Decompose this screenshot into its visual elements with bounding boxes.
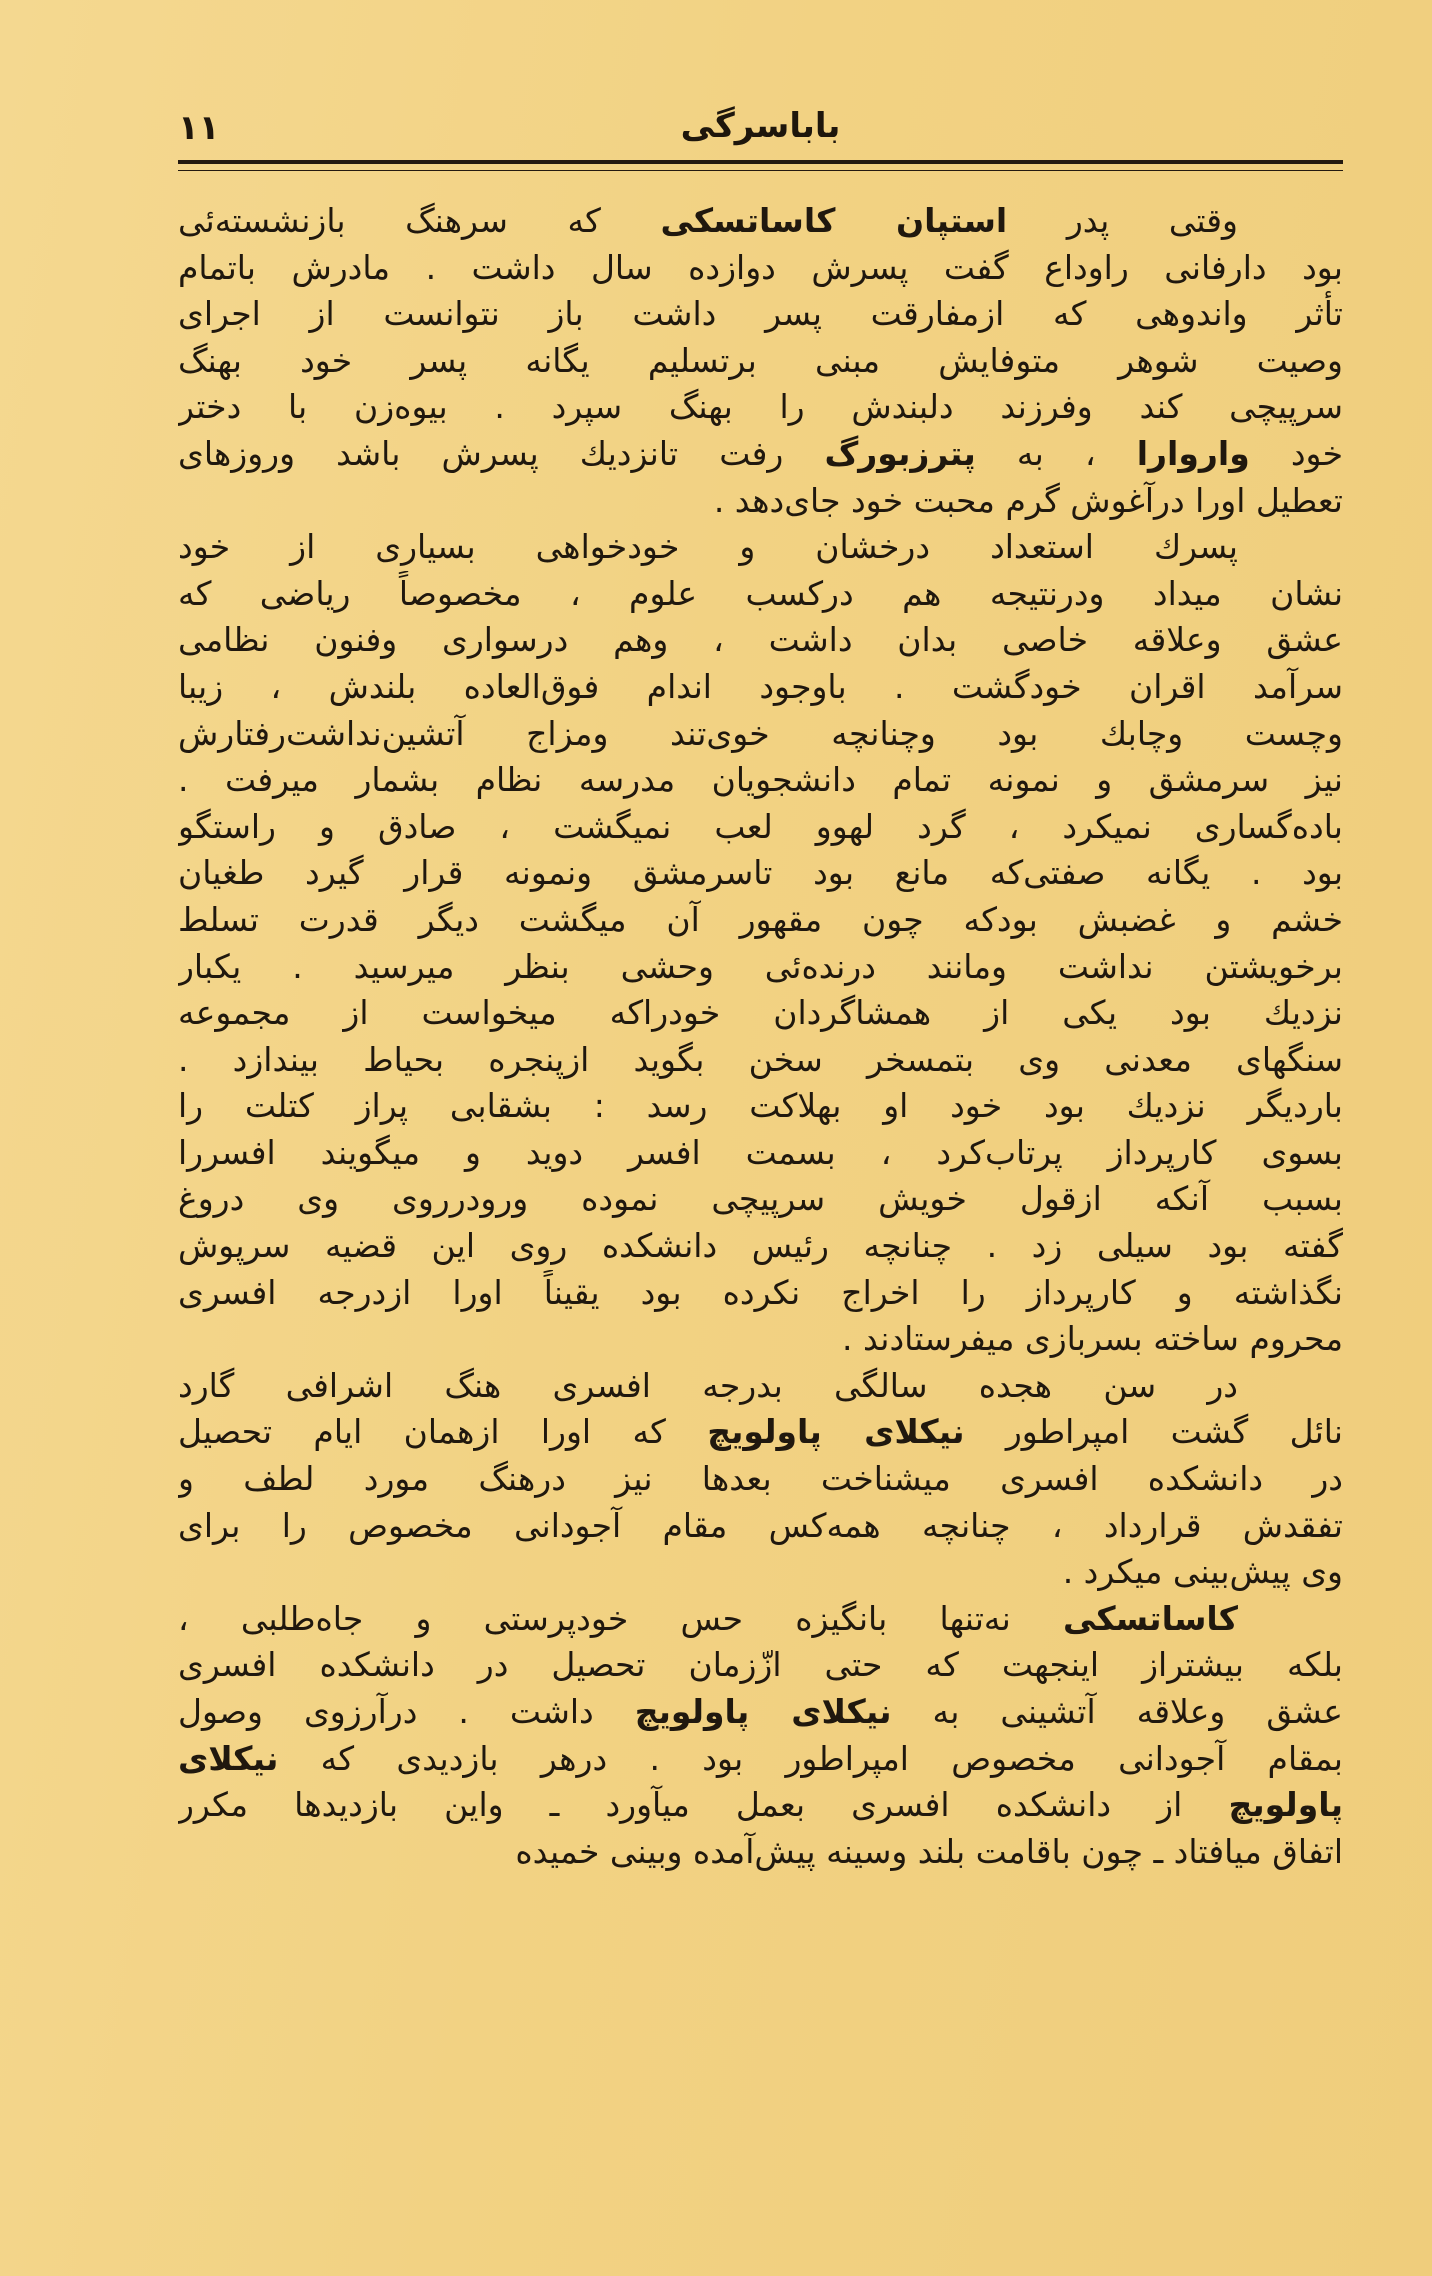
- page-header: [178, 100, 1343, 160]
- text-run: سنگهای معدنی وی بتمسخر سخن بگوید ازپنجره بحیاط بیندازد .: [178, 1039, 1343, 1079]
- text-run: رفت تانزدیك پسرش باشد وروزهای: [178, 433, 825, 473]
- bold-name: پاولویچ: [1228, 1785, 1343, 1825]
- text-line: [178, 664, 1343, 711]
- text-run: وی پیش‌بینی میکرد .: [1062, 1552, 1343, 1592]
- text-run: در دانشکده افسری میشناخت بعدها نیز درهنگ مورد لطف و: [178, 1459, 1343, 1499]
- text-run: که سرهنگ بازنشسته‌ئی: [178, 201, 661, 240]
- text-run: تفقدش قرارداد ، چنانچه همه‌کس مقام آجودانی مخصوص را برای: [178, 1505, 1343, 1545]
- text-run: بود . یگانه صفتی‌که مانع بود تاسرمشق ونمونه قرار گیرد طغیان: [178, 853, 1343, 893]
- text-run: وچست وچابك بود وچنانچه خوی‌تند ومزاج آتشین‌نداشت‌رفتارش: [178, 713, 1343, 753]
- paragraph: [178, 524, 1343, 1363]
- text-line: [178, 524, 1343, 571]
- text-run: ، به: [975, 433, 1137, 473]
- text-run: برخویشتن نداشت ومانند درنده‌ئی وحشی بنظر میرسید . یکبار: [178, 946, 1343, 986]
- text-run: وقتی پدر: [1007, 201, 1238, 240]
- text-run: باده‌گساری نمیکرد ، گرد لهوو لعب نمیگشت ، صادق و راستگو: [178, 806, 1343, 846]
- text-line: [178, 478, 1343, 525]
- text-line: [178, 804, 1343, 851]
- paragraph: [178, 1363, 1343, 1596]
- text-line: [178, 1642, 1343, 1689]
- paragraph: [178, 198, 1343, 524]
- text-run: سرپیچی کند وفرزند دلبندش را بهنگ سپرد . بیوه‌زن با دختر: [178, 387, 1343, 427]
- text-run: که اورا ازهمان ایام تحصیل: [178, 1412, 708, 1452]
- text-run: بود دارفانی راوداع گفت پسرش دوازده سال داشت . مادرش باتمام: [178, 247, 1343, 287]
- text-line: [178, 571, 1343, 618]
- text-line: [178, 384, 1343, 431]
- text-run: نگذاشته و کارپرداز را اخراج نکرده بود یقیناً اورا ازدرجه افسری: [178, 1272, 1343, 1312]
- text-run: خشم و غضبش بودکه چون مقهور آن میگشت دیگر قدرت تسلط: [178, 899, 1343, 939]
- text-run: نه‌تنها بانگیزه حس خودپرستی و جاه‌طلبی ،: [178, 1598, 1064, 1638]
- header-rule-thick: [178, 160, 1343, 164]
- bold-name: کاساتسکی: [1063, 1598, 1238, 1638]
- text-run: بمقام آجودانی مخصوص امپراطور بود . درهر بازدیدی که: [278, 1738, 1343, 1778]
- text-line: [178, 757, 1343, 804]
- text-line: [178, 198, 1343, 245]
- text-line: [178, 944, 1343, 991]
- text-run: اتفاق میافتاد ـ چون باقامت بلند وسینه پیش‌آمده وبینی خمیده: [515, 1831, 1343, 1871]
- text-run: تعطیل اورا درآغوش گرم محبت خود جای‌دهد .: [713, 480, 1343, 520]
- text-run: بسوی کارپرداز پرتاب‌کرد ، بسمت افسر دوید و میگویند افسررا: [178, 1132, 1343, 1172]
- text-run: بلکه بیشتراز اینجهت که حتی ازّزمان تحصیل در دانشکده افسری: [178, 1645, 1343, 1685]
- text-line: [178, 990, 1343, 1037]
- text-line: [178, 1363, 1343, 1410]
- text-line: [178, 1223, 1343, 1270]
- text-line: [178, 1503, 1343, 1550]
- text-run: باردیگر نزدیك بود خود او بهلاکت رسد : بشقابی پراز کتلت را: [178, 1086, 1343, 1126]
- text-line: [178, 1689, 1343, 1736]
- text-line: [178, 245, 1343, 292]
- text-line: [178, 338, 1343, 385]
- text-line: [178, 1176, 1343, 1223]
- text-line: [178, 1596, 1343, 1643]
- text-line: [178, 711, 1343, 758]
- text-run: تأثر واندوهی که ازمفارقت پسر داشت باز نتوانست از اجرای: [178, 294, 1343, 334]
- text-run: بسبب آنکه ازقول خویش سرپیچی نموده ورودرروی وی دروغ: [178, 1179, 1343, 1219]
- text-line: [178, 897, 1343, 944]
- text-run: در سن هجده سالگی بدرجه افسری هنگ اشرافی گارد: [178, 1365, 1238, 1405]
- bold-name: واروارا: [1136, 433, 1250, 473]
- page-number: ۱۱: [178, 108, 220, 148]
- text-line: [178, 1549, 1343, 1596]
- text-line: [178, 617, 1343, 664]
- text-line: [178, 291, 1343, 338]
- bold-name: پترزبورگ: [824, 433, 976, 473]
- text-run: نشان میداد ودرنتیجه هم درکسب علوم ، مخصوصاً ریاضی که: [178, 573, 1343, 613]
- bold-name: نیکلای پاولویچ: [634, 1692, 892, 1731]
- text-line: [178, 1130, 1343, 1177]
- text-run: نیز سرمشق و نمونه تمام دانشجویان مدرسه نظام بشمار میرفت .: [178, 760, 1343, 800]
- text-line: [178, 1782, 1343, 1829]
- text-run: نائل گشت امپراطور: [964, 1412, 1343, 1452]
- text-run: نزدیك بود یکی از همشاگردان خودراکه میخواست از مجموعه: [178, 993, 1343, 1033]
- text-line: [178, 431, 1343, 478]
- text-line: [178, 1270, 1343, 1317]
- body-text: [178, 198, 1343, 2148]
- text-run: سرآمد اقران خودگشت . باوجود اندام فوق‌العاده بلندش ، زیبا: [178, 666, 1343, 706]
- bold-name: نیکلای: [178, 1738, 279, 1778]
- bold-name: نیکلای پاولویچ: [707, 1412, 965, 1452]
- text-run: محروم ساخته بسربازی میفرستادند .: [842, 1319, 1343, 1359]
- text-line: [178, 1409, 1343, 1456]
- text-line: [178, 850, 1343, 897]
- text-run: از دانشکده افسری بعمل میآورد ـ واین بازدیدها مکرر: [178, 1785, 1229, 1825]
- text-line: [178, 1316, 1343, 1363]
- text-run: گفته بود سیلی زد . چنانچه رئیس دانشکده روی این قضیه سرپوش: [178, 1226, 1343, 1266]
- text-line: [178, 1083, 1343, 1130]
- text-line: [178, 1829, 1343, 1876]
- paragraph: [178, 1596, 1343, 1876]
- text-run: خود: [1249, 433, 1343, 473]
- text-run: وصیت شوهر متوفایش مبنی برتسلیم یگانه پسر خود بهنگ: [178, 340, 1343, 380]
- text-line: [178, 1456, 1343, 1503]
- text-run: عشق وعلاقه آتشینی به: [891, 1692, 1343, 1731]
- header-rule-thin: [178, 170, 1343, 171]
- text-run: داشت . درآرزوی وصول: [178, 1692, 635, 1731]
- text-line: [178, 1037, 1343, 1084]
- text-run: پسرك استعداد درخشان و خودخواهی بسیاری از خود: [178, 527, 1238, 567]
- bold-name: استپان کاساتسکی: [660, 201, 1008, 240]
- running-title: باباسرگی: [680, 106, 841, 146]
- text-line: [178, 1736, 1343, 1783]
- text-run: عشق وعلاقه خاصی بدان داشت ، وهم درسواری وفنون نظامی: [178, 620, 1343, 660]
